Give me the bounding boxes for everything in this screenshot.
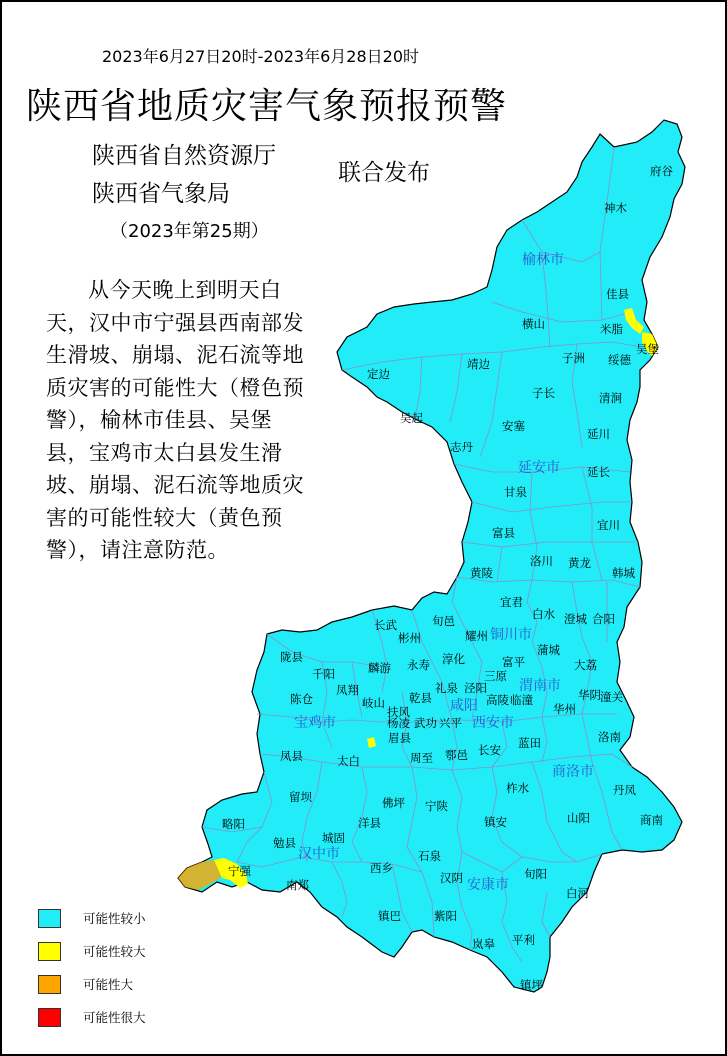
svg-text:柞水: 柞水	[506, 781, 529, 795]
svg-text:旬阳: 旬阳	[524, 867, 547, 881]
svg-text:杨凌: 杨凌	[387, 716, 410, 730]
svg-text:西乡: 西乡	[370, 861, 393, 875]
svg-text:耀州: 耀州	[465, 629, 488, 643]
svg-text:延长: 延长	[587, 465, 610, 479]
svg-text:周至: 周至	[410, 751, 433, 765]
svg-text:陇县: 陇县	[280, 650, 303, 664]
warning-area-ningqiang	[178, 860, 222, 890]
svg-text:米脂: 米脂	[600, 322, 623, 336]
svg-text:子洲: 子洲	[562, 351, 585, 365]
svg-text:洋县: 洋县	[358, 816, 381, 830]
svg-text:韩城: 韩城	[612, 566, 635, 580]
legend-label: 可能性很大	[83, 1010, 146, 1025]
legend-swatch	[38, 975, 61, 994]
legend-swatch	[38, 1008, 61, 1027]
svg-text:榆林市: 榆林市	[522, 252, 564, 268]
svg-text:吴起: 吴起	[400, 411, 423, 425]
svg-text:定边: 定边	[367, 367, 390, 381]
svg-text:洛南: 洛南	[598, 730, 621, 744]
svg-text:佳县: 佳县	[606, 287, 629, 301]
svg-text:淳化: 淳化	[442, 652, 465, 666]
svg-text:武功: 武功	[414, 716, 437, 730]
svg-text:凤县: 凤县	[280, 749, 303, 763]
svg-text:志丹: 志丹	[450, 440, 473, 454]
svg-text:延安市: 延安市	[518, 460, 560, 476]
svg-text:渭南市: 渭南市	[519, 678, 561, 694]
svg-text:富县: 富县	[492, 526, 515, 540]
svg-text:神木: 神木	[604, 201, 627, 215]
svg-text:石泉: 石泉	[418, 849, 441, 863]
svg-text:铜川市: 铜川市	[490, 627, 532, 643]
legend-label: 可能性较大	[83, 944, 146, 959]
svg-text:清涧: 清涧	[599, 391, 622, 405]
svg-text:佛坪: 佛坪	[382, 796, 405, 810]
svg-text:留坝: 留坝	[289, 790, 312, 804]
svg-text:白河: 白河	[566, 886, 589, 900]
svg-text:略阳: 略阳	[222, 817, 245, 831]
svg-text:永寿: 永寿	[407, 658, 430, 672]
svg-text:泾阳: 泾阳	[464, 681, 487, 695]
svg-text:丹凤: 丹凤	[613, 783, 636, 797]
svg-text:岐山: 岐山	[362, 696, 385, 710]
svg-text:西安市: 西安市	[472, 715, 514, 731]
svg-text:南郑: 南郑	[286, 878, 309, 892]
svg-text:靖边: 靖边	[467, 357, 490, 371]
svg-text:岚皋: 岚皋	[472, 937, 495, 951]
svg-text:子长: 子长	[532, 386, 555, 400]
svg-text:镇安: 镇安	[484, 815, 507, 829]
svg-text:扶风: 扶风	[387, 705, 410, 719]
svg-text:宁陕: 宁陕	[425, 799, 448, 813]
svg-text:澄城: 澄城	[564, 612, 587, 626]
joint-release-label: 联合发布	[338, 160, 430, 186]
svg-text:宁强: 宁强	[228, 864, 251, 878]
page-title: 陕西省地质灾害气象预报预警	[26, 86, 508, 127]
svg-text:乾县: 乾县	[409, 691, 432, 705]
legend-label: 可能性较小	[83, 911, 146, 926]
svg-text:陈仓: 陈仓	[290, 692, 313, 706]
legend-swatch	[38, 909, 61, 928]
svg-text:富平: 富平	[502, 655, 525, 669]
svg-text:洛川: 洛川	[530, 554, 553, 568]
svg-text:白水: 白水	[532, 607, 555, 621]
svg-text:商洛市: 商洛市	[552, 764, 594, 780]
svg-text:兴平: 兴平	[439, 716, 462, 730]
svg-text:太白: 太白	[337, 754, 360, 768]
svg-text:城固: 城固	[322, 831, 345, 845]
svg-text:合阳: 合阳	[592, 612, 615, 626]
warning-description: 从今天晚上到明天白天，汉中市宁强县西南部发生滑坡、崩塌、泥石流等地质灾害的可能性大（橙色预警），榆林市佳县、吴堡县，宝鸡市太白县发生滑坡、崩塌、泥石流等地质灾害的可能性较大（黄色预警），请注意防范。	[46, 278, 304, 562]
svg-text:鄠邑: 鄠邑	[445, 748, 468, 762]
svg-text:潼关: 潼关	[600, 690, 623, 704]
svg-text:平利: 平利	[512, 933, 535, 947]
svg-text:华阴: 华阴	[578, 688, 601, 702]
svg-text:旬邑: 旬邑	[432, 614, 455, 628]
svg-text:咸阳: 咸阳	[450, 698, 478, 714]
svg-text:宜川: 宜川	[597, 518, 620, 532]
svg-text:绥德: 绥德	[608, 353, 631, 367]
svg-text:延川: 延川	[587, 427, 610, 441]
svg-text:三原: 三原	[484, 669, 507, 683]
svg-text:宜君: 宜君	[500, 595, 523, 609]
svg-text:安塞: 安塞	[502, 419, 525, 433]
svg-text:千阳: 千阳	[312, 667, 335, 681]
shaanxi-province-map	[2, 2, 725, 1054]
svg-text:眉县: 眉县	[388, 731, 411, 745]
svg-text:镇巴: 镇巴	[378, 909, 401, 923]
svg-text:安康市: 安康市	[467, 877, 509, 893]
svg-text:黄龙: 黄龙	[568, 556, 591, 570]
svg-text:麟游: 麟游	[368, 661, 391, 675]
svg-text:长武: 长武	[374, 618, 397, 632]
svg-text:大荔: 大荔	[574, 658, 597, 672]
svg-text:彬州: 彬州	[398, 631, 421, 645]
svg-text:蒲城: 蒲城	[537, 643, 560, 657]
svg-text:镇坪: 镇坪	[520, 978, 543, 992]
legend-swatch	[38, 942, 61, 961]
svg-text:华州: 华州	[553, 702, 576, 716]
svg-text:府谷: 府谷	[650, 164, 673, 178]
svg-text:黄陵: 黄陵	[470, 566, 493, 580]
svg-text:甘泉: 甘泉	[504, 485, 527, 499]
issuer-natural-resources: 陕西省自然资源厅	[92, 143, 276, 169]
svg-text:汉中市: 汉中市	[298, 846, 340, 862]
svg-text:高陵: 高陵	[486, 693, 509, 707]
svg-text:宝鸡市: 宝鸡市	[294, 715, 336, 731]
svg-text:紫阳: 紫阳	[434, 909, 457, 923]
date-range: 2023年6月27日20时-2023年6月28日20时	[102, 47, 420, 66]
issue-number: （2023年第25期）	[110, 221, 269, 242]
legend-label: 可能性大	[83, 977, 134, 992]
svg-text:吴堡: 吴堡	[636, 342, 659, 356]
issuer-meteorological-bureau: 陕西省气象局	[92, 181, 230, 207]
svg-text:汉阴: 汉阴	[440, 871, 463, 885]
svg-text:横山: 横山	[522, 317, 545, 331]
svg-text:礼泉: 礼泉	[435, 681, 458, 695]
svg-text:商南: 商南	[640, 813, 663, 827]
svg-text:凤翔: 凤翔	[336, 683, 359, 697]
svg-text:勉县: 勉县	[273, 836, 296, 850]
svg-text:蓝田: 蓝田	[518, 736, 541, 750]
svg-text:山阳: 山阳	[567, 811, 590, 825]
svg-text:临潼: 临潼	[510, 693, 533, 707]
svg-text:长安: 长安	[478, 743, 501, 757]
